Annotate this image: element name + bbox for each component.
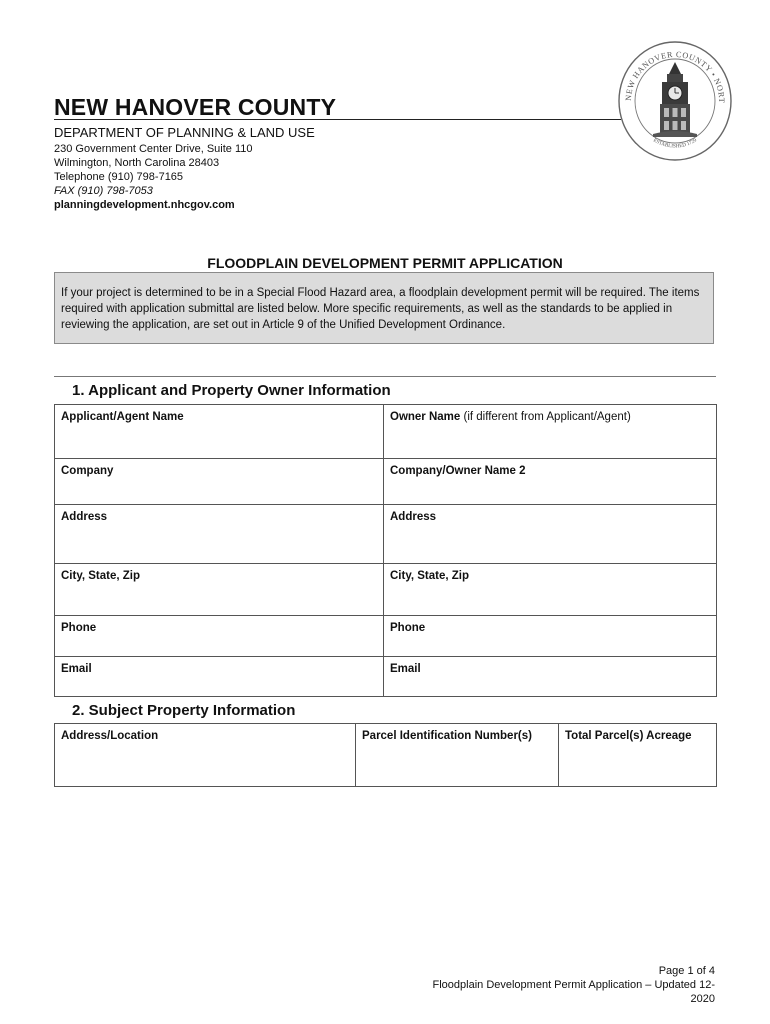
field-label-note: (if different from Applicant/Agent)	[460, 411, 631, 423]
applicant-email-field[interactable]	[55, 657, 384, 697]
department-name: DEPARTMENT OF PLANNING & LAND USE	[54, 125, 315, 140]
table-row	[55, 459, 717, 505]
field-label: Owner Name	[390, 411, 461, 423]
table-row	[55, 564, 717, 616]
applicant-address-field[interactable]	[55, 505, 384, 564]
fax: FAX (910) 798-7053	[54, 185, 153, 197]
field-label: Address	[390, 511, 437, 523]
svg-text:NEW HANOVER COUNTY • NORTH CAR: NEW HANOVER COUNTY • NORT	[623, 49, 727, 104]
owner-email-field[interactable]	[384, 657, 717, 697]
owner-phone-field[interactable]	[384, 616, 717, 657]
field-label: Phone	[61, 622, 97, 634]
company-owner-name-2-field[interactable]	[384, 459, 717, 505]
page-number: Page 1 of 4	[658, 965, 715, 977]
address-street: 230 Government Center Drive, Suite 110	[54, 143, 253, 155]
svg-text:ESTABLISHED 1729: ESTABLISHED 1729	[652, 137, 698, 150]
field-label: City, State, Zip	[390, 570, 470, 582]
applicant-owner-table	[54, 404, 717, 697]
table-row	[55, 405, 717, 459]
field-label: Email	[61, 663, 92, 675]
owner-address-field[interactable]	[384, 505, 717, 564]
table-row	[55, 616, 717, 657]
telephone: Telephone (910) 798-7165	[54, 171, 184, 183]
page-footer	[433, 964, 716, 1006]
owner-city-state-zip-field[interactable]	[384, 564, 717, 616]
document-footer-line-2: 2020	[690, 993, 715, 1005]
field-label: Address/Location	[61, 730, 159, 742]
field-label: Address	[61, 511, 108, 523]
applicant-city-state-zip-field[interactable]	[55, 564, 384, 616]
document-footer-line-1: Floodplain Development Permit Application – Updated 12-	[432, 979, 715, 991]
field-label: Email	[390, 663, 421, 675]
website: planningdevelopment.nhcgov.com	[54, 199, 235, 211]
field-label: City, State, Zip	[61, 570, 141, 582]
field-label: Parcel Identification Number(s)	[362, 730, 532, 742]
header-rule	[54, 119, 621, 120]
county-name: NEW HANOVER COUNTY	[54, 94, 337, 120]
field-label: Applicant/Agent Name	[61, 411, 184, 423]
company-field[interactable]	[55, 459, 384, 505]
field-label: Company/Owner Name 2	[390, 465, 526, 477]
table-row	[55, 724, 717, 787]
applicant-phone-field[interactable]	[55, 616, 384, 657]
parcel-acreage-field[interactable]	[559, 724, 717, 787]
address-city: Wilmington, North Carolina 28403	[54, 157, 220, 169]
field-label: Company	[61, 465, 114, 477]
field-label: Phone	[390, 622, 426, 634]
subject-property-table	[54, 723, 717, 787]
county-seal-icon	[617, 40, 733, 162]
intro-box	[54, 272, 714, 344]
owner-name-field[interactable]	[384, 405, 717, 459]
section-divider	[54, 376, 716, 377]
section-1-title: 1. Applicant and Property Owner Information	[72, 382, 391, 399]
table-row	[55, 657, 717, 697]
table-row	[55, 505, 717, 564]
intro-text: If your project is determined to be in a Special Flood Hazard area, a floodplain development permit will be required. The items required with application submittal are listed below. More specific requirements, as well as the standards to be applied in reviewing the application, are set out in Article 9 of the Unified Development Ordinance.	[61, 287, 700, 331]
address-location-field[interactable]	[55, 724, 356, 787]
parcel-id-field[interactable]	[356, 724, 559, 787]
applicant-agent-name-field[interactable]	[55, 405, 384, 459]
field-label: Total Parcel(s) Acreage	[565, 730, 692, 742]
form-title: FLOODPLAIN DEVELOPMENT PERMIT APPLICATION	[207, 255, 563, 271]
section-2-title: 2. Subject Property Information	[72, 702, 296, 719]
